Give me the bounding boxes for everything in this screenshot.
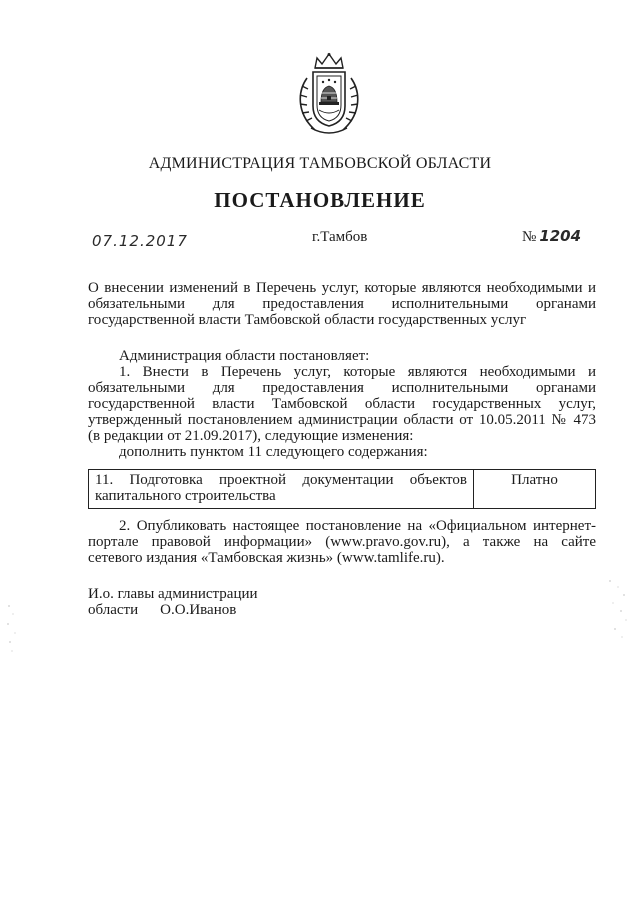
coat-of-arms-icon [293,52,365,138]
body-line: утвержденный постановлением администрации области от 10.05.2011 № 473 [88,412,596,428]
service-line: 11. Подготовка проектной документации объектов [95,472,467,488]
publication-clause [88,518,596,566]
table-cell-cost: Платно [474,470,596,509]
subject-line: О внесении изменений в Перечень услуг, которые являются необходимыми и [88,280,596,296]
number-sign: № [522,229,537,245]
publish-line: сетевого издания «Тамбовская жизнь» (www.tamlife.ru). [88,550,445,566]
subject-line: обязательными для предоставления исполнительными органами [88,296,596,312]
body-line: (в редакции от 21.09.2017), следующие изменения: [88,428,414,444]
publish-line: 2. Опубликовать настоящее постановление на «Официальном интернет- [119,518,596,534]
publish-line: портале правовой информации» (www.pravo.gov.ru), а также на сайте [88,534,596,550]
scan-noise [4,600,24,660]
table-cell-service [89,470,474,509]
document-type-heading: ПОСТАНОВЛЕНИЕ [214,188,426,212]
signatory-title-row [88,602,258,618]
document-number [522,227,581,246]
authority-name: АДМИНИСТРАЦИЯ ТАМБОВСКОЙ ОБЛАСТИ [148,155,492,172]
body-intro: Администрация области постановляет: [119,348,370,364]
table-row [89,470,596,509]
signatory-title: И.о. главы администрации [88,586,258,602]
body-line: 1. Внести в Перечень услуг, которые являются необходимыми и [119,364,596,380]
body-line: обязательными для предоставления исполнительными органами [88,380,596,396]
amendment-table [88,469,596,509]
document-date: 07.12.2017 [92,232,188,250]
subject-line: государственной власти Тамбовской области государственных услуг [88,312,527,328]
service-line: капитального строительства [95,488,276,504]
body-line: дополнить пунктом 11 следующего содержания: [119,444,428,460]
number-value: 1204 [539,227,582,245]
document-city: г.Тамбов [312,229,368,245]
signatory-title-region: области [88,602,139,618]
signatory-name: О.О.Иванов [160,602,237,618]
body-line: государственной власти Тамбовской области государственных услуг, [88,396,596,412]
document-subject [88,280,596,328]
resolution-body [88,348,596,460]
scan-noise [604,575,632,645]
signature-block [88,586,258,618]
